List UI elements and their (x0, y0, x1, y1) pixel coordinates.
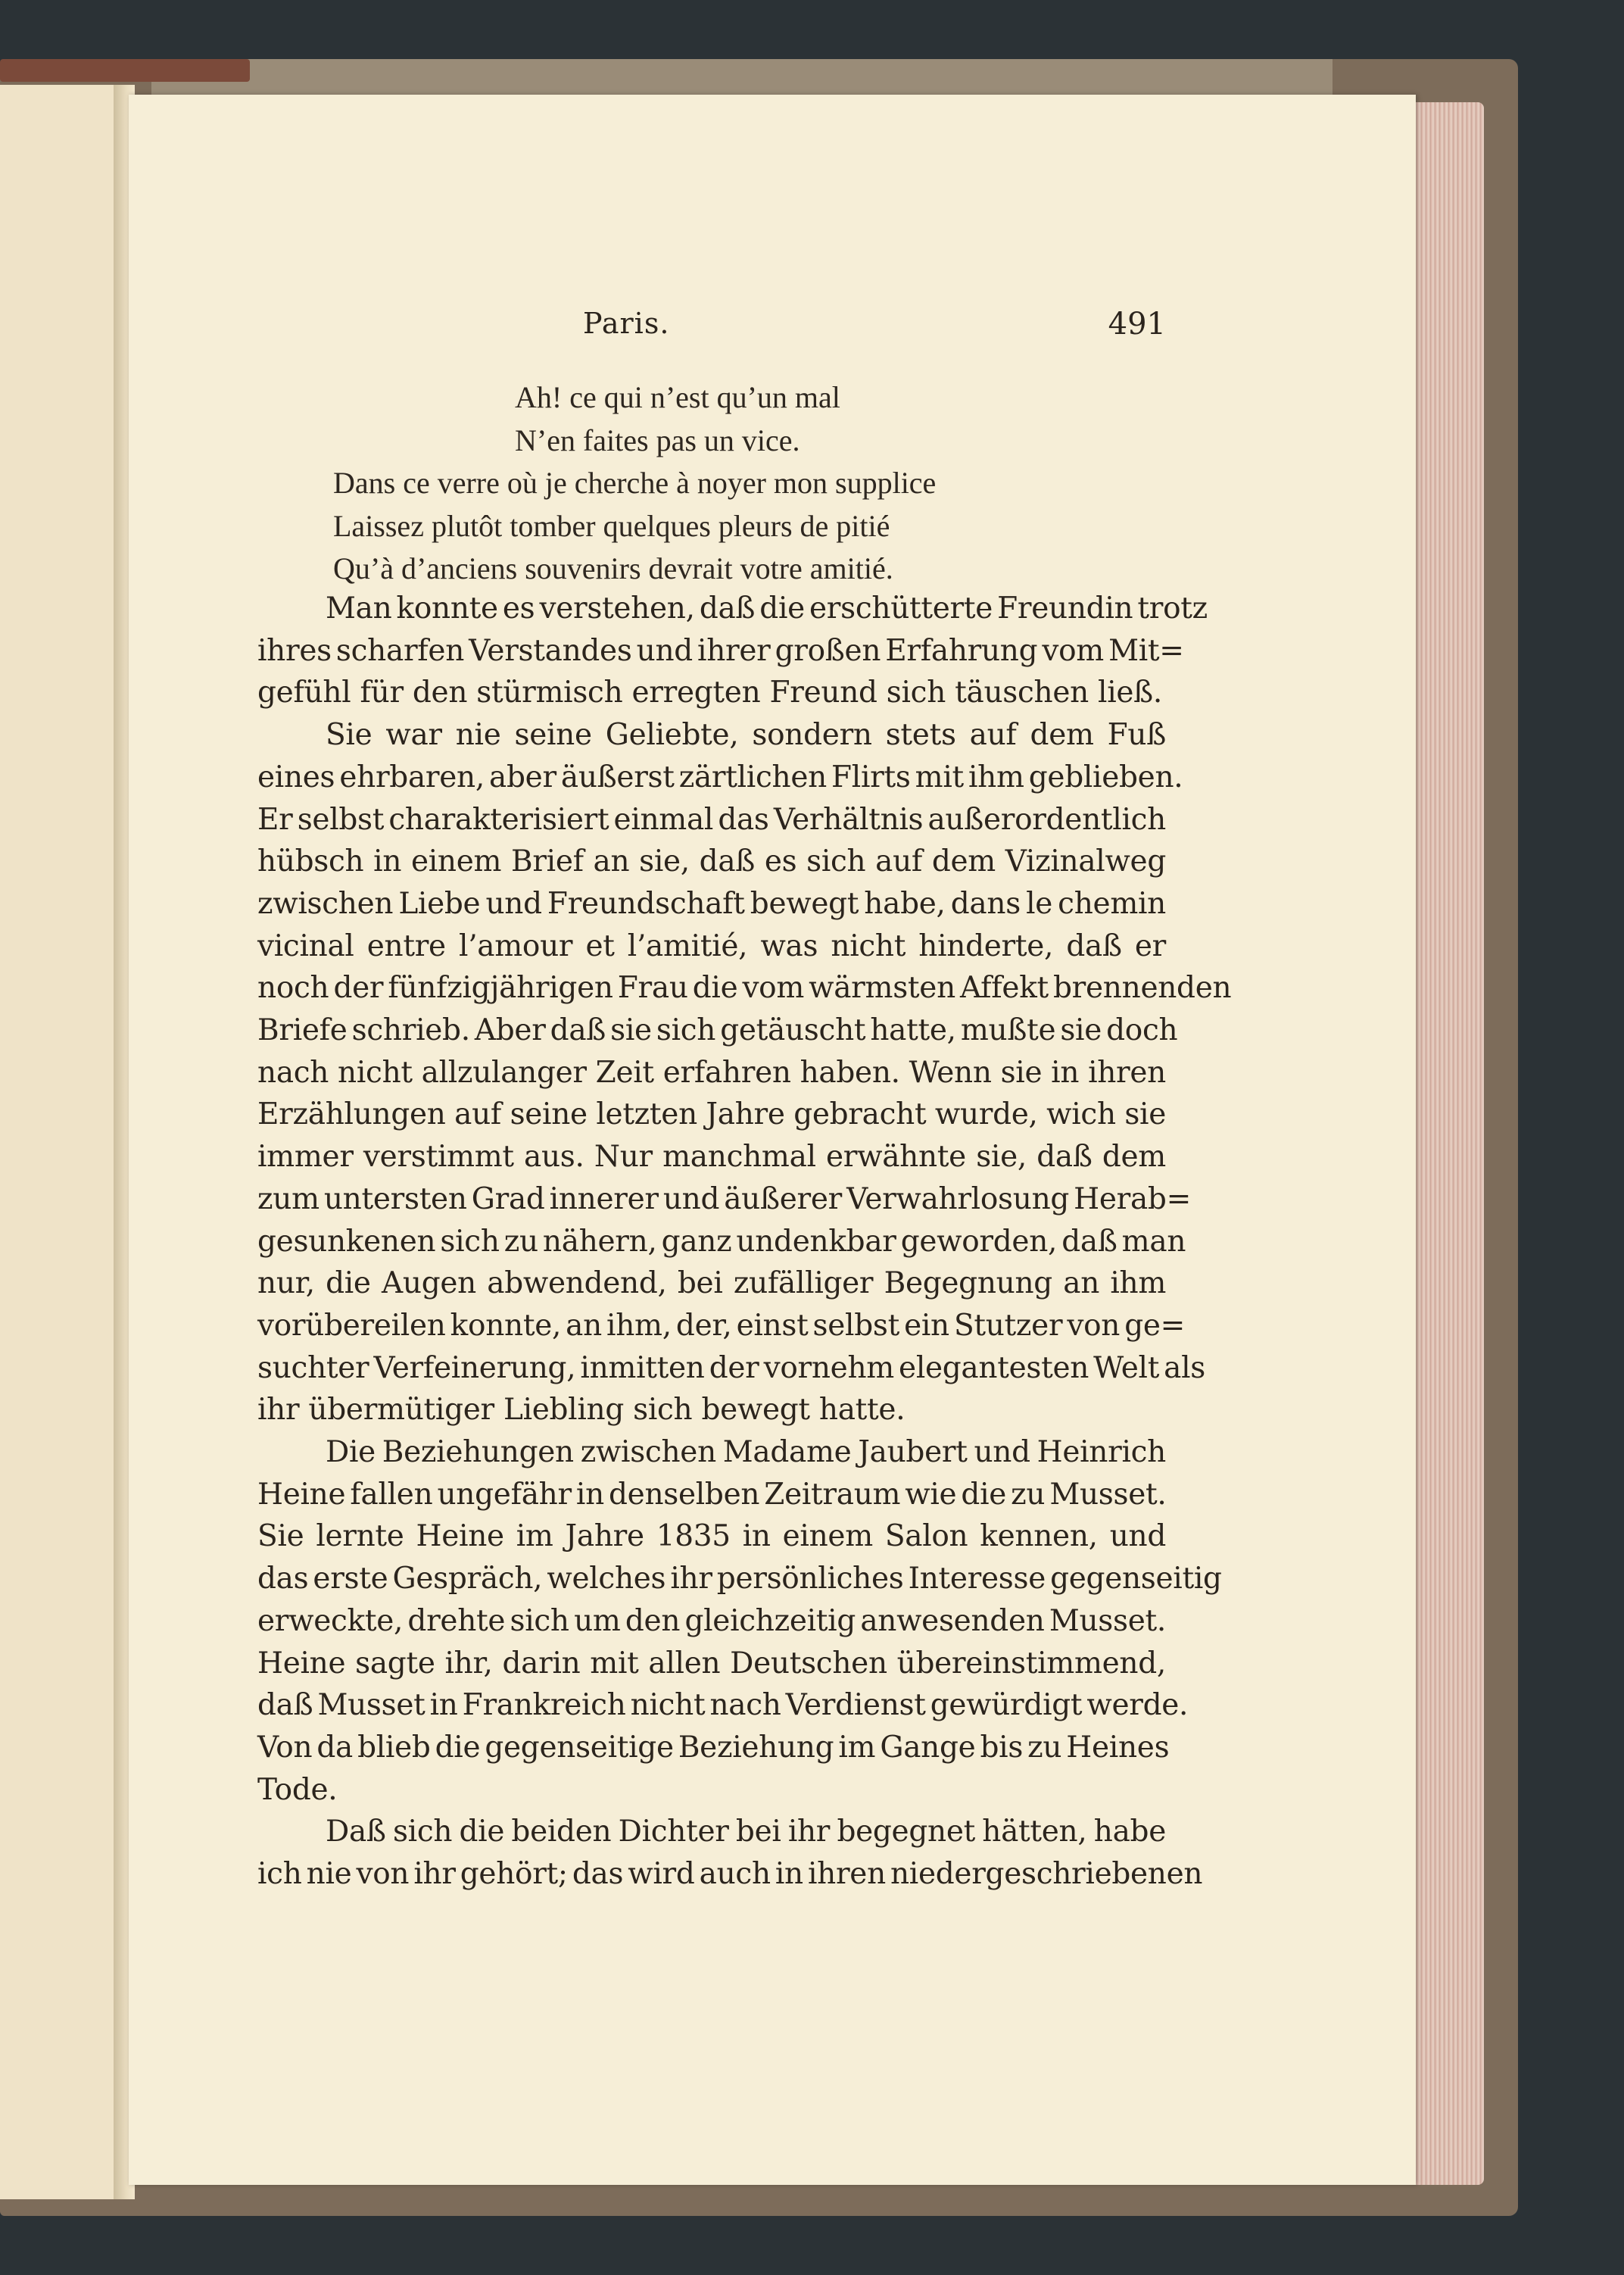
verse-line: N’en faites pas un vice. (515, 423, 800, 457)
text-line: hübsch in einem Brief an sie, daß es sich auf dem Vizinalweg (257, 844, 1166, 879)
text-line: vicinal entre l’amour et l’amitié, was nicht hinderte, daß er (257, 928, 1166, 963)
text-line: Er selbst charakterisiert einmal das Verhältnis außerordentlich (257, 802, 1166, 837)
text-line: Tode. (257, 1772, 338, 1807)
left-page-edge (0, 85, 114, 2199)
paragraph (257, 714, 1232, 1431)
verse-line: Qu’à d’anciens souvenirs devrait votre amitié. (333, 551, 893, 585)
text-line: eines ehrbaren, aber äußerst zärtlichen Flirts mit ihm geblieben. (257, 760, 1183, 794)
text-line: gesunkenen sich zu nähern, ganz undenkbar geworden, daß man (257, 1224, 1186, 1259)
text-line: gefühl für den stürmisch erregten Freund sich täuschen ließ. (257, 676, 1162, 710)
page-number: 491 (1108, 307, 1166, 342)
page-edges (1408, 102, 1484, 2185)
verse-line: Laissez plutôt tomber quelques pleurs de pitié (333, 508, 890, 543)
text-line: Die Beziehungen zwischen Madame Jaubert und Heinrich (326, 1435, 1166, 1470)
text-line: noch der fünfzigjährigen Frau die vom wärmsten Affekt brennenden (257, 971, 1232, 1006)
book-cover-top-band (151, 59, 1333, 98)
text-line: ich nie von ihr gehört; das wird auch in ihren niedergeschriebenen (257, 1857, 1203, 1892)
verse-line: Dans ce verre où je cherche à noyer mon supplice (333, 466, 937, 500)
text-line: suchter Verfeinerung, inmitten der vornehm elegantesten Welt als (257, 1350, 1206, 1385)
text-line: Heine fallen ungefähr in denselben Zeitraum wie die zu Musset. (257, 1477, 1167, 1512)
text-line: daß Musset in Frankreich nicht nach Verdienst gewürdigt werde. (257, 1688, 1189, 1723)
text-line: Briefe schrieb. Aber daß sie sich getäuscht hatte, mußte sie doch (257, 1013, 1178, 1048)
text-line: zwischen Liebe und Freundschaft bewegt habe, dans le chemin (257, 886, 1166, 921)
text-line: immer verstimmt aus. Nur manchmal erwähnte sie, daß dem (257, 1140, 1166, 1175)
body-text (257, 588, 1232, 1896)
text-line: erweckte, drehte sich um den gleichzeitig anwesenden Musset. (257, 1603, 1166, 1638)
text-line: ihr übermütiger Liebling sich bewegt hatte. (257, 1393, 906, 1428)
paragraph (257, 1431, 1222, 1811)
text-line: zum untersten Grad innerer und äußerer Verwahrlosung Herab= (257, 1181, 1191, 1216)
text-line: nur, die Augen abwendend, bei zufälliger Begegnung an ihm (257, 1266, 1166, 1301)
text-line: Man konnte es verstehen, daß die erschütterte Freundin trotz (326, 591, 1208, 626)
verse-block (333, 376, 1090, 591)
running-head (257, 307, 1166, 352)
paragraph (257, 1811, 1203, 1895)
verse-line: Ah! ce qui n’est qu’un mal (515, 380, 840, 414)
text-line: ihres scharfen Verstandes und ihrer großen Erfahrung vom Mit= (257, 633, 1184, 668)
running-head-title: Paris. (583, 307, 670, 340)
paragraph (257, 588, 1208, 714)
text-line: Heine sagte ihr, darin mit allen Deutschen übereinstimmend, (257, 1646, 1166, 1681)
text-line: das erste Gespräch, welches ihr persönliches Interesse gegenseitig (257, 1562, 1222, 1596)
text-line: Erzählungen auf seine letzten Jahre gebracht wurde, wich sie (257, 1097, 1166, 1132)
text-line: Daß sich die beiden Dichter bei ihr begegnet hätten, habe (326, 1815, 1166, 1849)
text-line: vorübereilen konnte, an ihm, der, einst selbst ein Stutzer von ge= (257, 1308, 1186, 1343)
text-line: nach nicht allzulanger Zeit erfahren haben. Wenn sie in ihren (257, 1055, 1166, 1090)
text-line: Sie lernte Heine im Jahre 1835 in einem Salon kennen, und (257, 1519, 1166, 1554)
text-line: Von da blieb die gegenseitige Beziehung im Gange bis zu Heines (257, 1730, 1170, 1765)
book-spine-band (0, 59, 250, 82)
text-line: Sie war nie seine Geliebte, sondern stets auf dem Fuß (326, 718, 1166, 753)
